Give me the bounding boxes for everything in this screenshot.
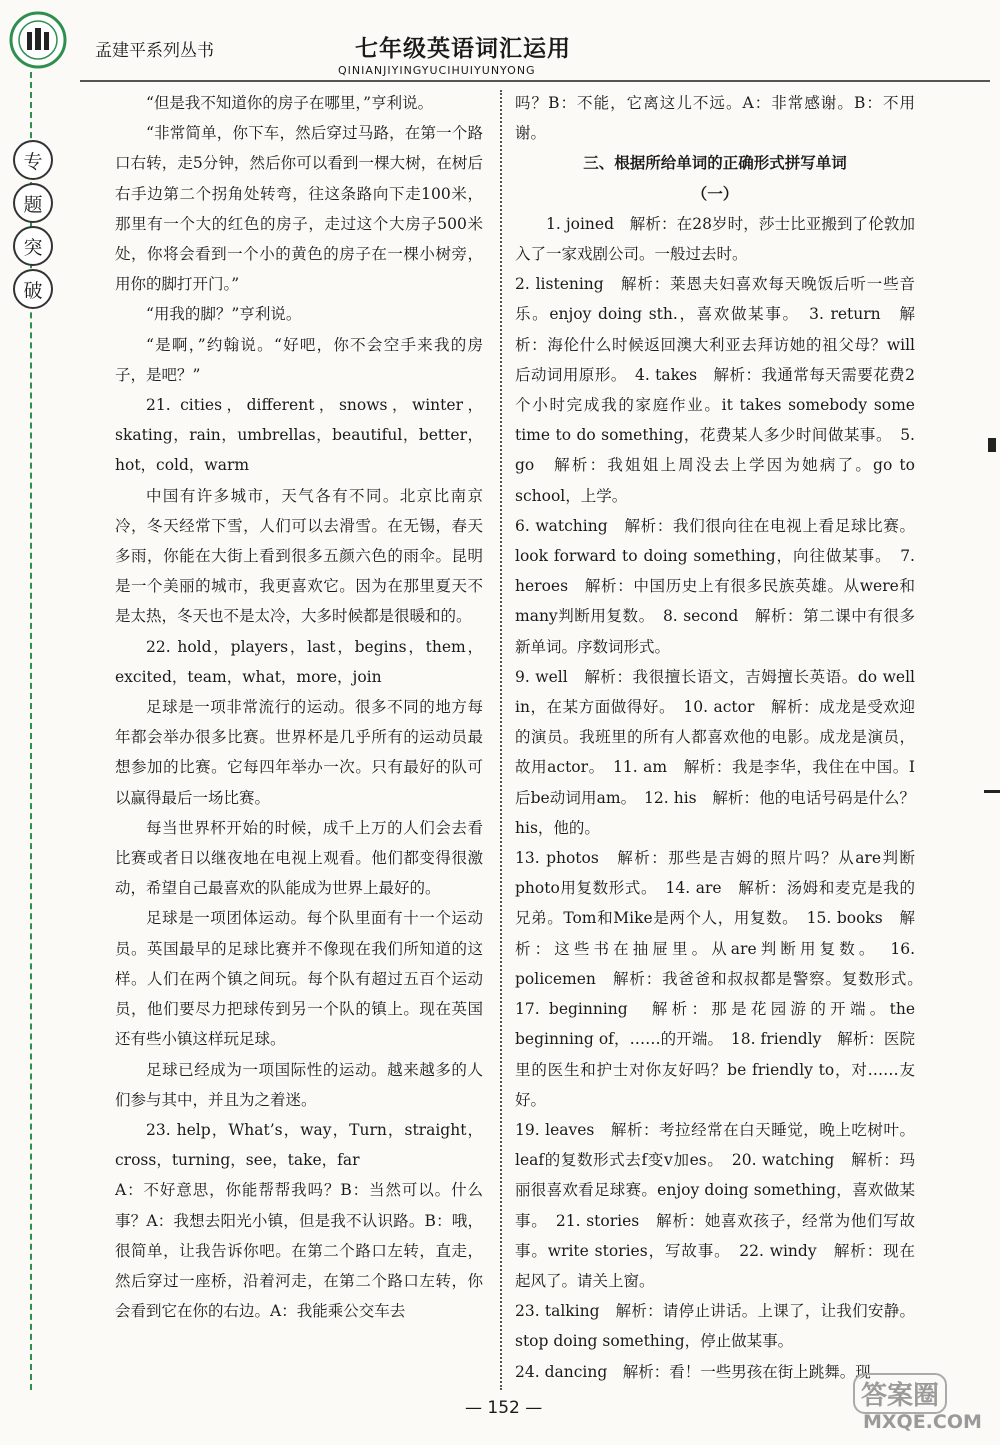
continuation-text: 吗？B：不能，它离这儿不远。A：非常感谢。B：不用谢。: [515, 94, 915, 143]
answer-item: 9. well 解析：我很擅长语文，吉姆擅长英语。do well in，在某方面做得好。 10. actor 解析：成龙是受欢迎的演员。我班里的所有人都喜欢他的电影。成龙是演员，故用actor。 11. am 解析：我是李华，我住在中国。I后be动词用am。 12. his 解析：他的电话号码是什么？his，他的。: [515, 667, 915, 837]
side-tab: 破: [13, 269, 53, 309]
section-heading: 三、根据所给单词的正确形式拼写单词: [583, 153, 847, 173]
column-divider: [500, 90, 502, 1390]
page-number: — 152 —: [465, 1398, 543, 1418]
side-tab: 突: [13, 226, 53, 266]
side-tab: 题: [13, 183, 53, 223]
watermark-line2: MXQE.COM: [863, 1411, 982, 1433]
left-column: [115, 88, 483, 1326]
side-tab: 专: [13, 140, 53, 180]
paragraph: 21. cities，different，snows，winter，skating，rain，umbrellas，beautiful，better，hot，cold，warm: [115, 396, 483, 475]
right-column: [515, 88, 931, 1387]
paragraph: 中国有许多城市，天气各有不同。北京比南京冷，冬天经常下雪，人们可以去滑雪。在无锡，春天多雨，你能在大街上看到很多五颜六色的雨伞。昆明是一个美丽的城市，我更喜欢它。因为在那里夏天不是太热，冬天也不是太冷，大多时候都是很暖和的。: [115, 486, 483, 626]
paragraph: “但是我不知道你的房子在哪里，”亨利说。: [146, 94, 434, 112]
publisher-logo: [8, 10, 68, 70]
header-rule: [80, 80, 990, 82]
paragraph: A：不好意思，你能帮帮我吗？B：当然可以。什么事？A：我想去阳光小镇，但是我不认识路。B：哦，很简单，让我告诉你吧。在第二个路口左转，直走，然后穿过一座桥，沿着河走，在第二个路口左转，你会看到它在你的右边。A：我能乘公交车去: [115, 1181, 483, 1321]
book-title: 七年级英语词汇运用: [355, 35, 571, 62]
watermark-line1: 答案圈: [853, 1373, 947, 1414]
section-subheading: （一）: [691, 183, 739, 203]
paragraph: “是啊，”约翰说。“好吧，你不会空手来我的房子，是吧？”: [115, 335, 483, 384]
answer-item: 23. talking 解析：请停止讲话。上课了，让我们安静。stop doing something，停止做某事。: [515, 1302, 915, 1351]
answer-item: 24. dancing 解析：看！一些男孩在街上跳舞。现: [515, 1362, 871, 1381]
answer-item: 19. leaves 解析：考拉经常在白天睡觉，晚上吃树叶。leaf的复数形式去f变v加es。 20. watching 解析：玛丽很喜欢看足球赛。enjoy doing something，喜欢做某事。 21. stories 解析：她喜欢孩子，经常为他们写故事。write stories，写故事。 22. windy 解析：现在起风了。请关上窗。: [515, 1120, 915, 1290]
paragraph: 22. hold，players，last，begins，them，excited，team，what，more，join: [115, 637, 483, 686]
paragraph: 足球是一项团体运动。每个队里面有十一个运动员。英国最早的足球比赛并不像现在我们所知道的这样。人们在两个镇之间玩。每个队有超过五百个运动员，他们要尽力把球传到另一个队的镇上。现在英国还有些小镇这样玩足球。: [115, 909, 483, 1049]
answer-item: 6. watching 解析：我们很向往在电视上看足球比赛。look forward to doing something，向往做某事。 7. heroes 解析：中国历史上有很多民族英雄。从were和many判断用复数。 8. second 解析：第二课中有很多新单词。序数词形式。: [515, 516, 915, 656]
paragraph: 足球是一项非常流行的运动。很多不同的地方每年都会举办很多比赛。世界杯是几乎所有的运动员最想参加的比赛。它每四年举办一次。只有最好的队可以赢得最后一场比赛。: [115, 698, 483, 807]
answer-item: 13. photos 解析：那些是吉姆的照片吗？从are判断photo用复数形式。 14. are 解析：汤姆和麦克是我的兄弟。Tom和Mike是两个人，用复数。 15. books 解析：这些书在抽屉里。从are判断用复数。 16. policemen 解析：我爸爸和叔叔都是警察。复数形式。 17. beginning 解析：那是花园游的开端。the beginning of，……的开端。 18. friendly 解析：医院里的医生和护士对你友好吗？be friendly to，对……友好。: [515, 849, 931, 1109]
answer-list: [515, 209, 931, 1387]
edge-mark: [988, 438, 996, 452]
answer-item: 1. joined 解析：在28岁时，莎士比亚搬到了伦敦加入了一家戏剧公司。一般过去时。: [515, 214, 915, 264]
book-title-pinyin: QINIANJIYINGYUCIHUIYUNYONG: [338, 64, 536, 77]
paragraph: 每当世界杯开始的时候，成千上万的人们会去看比赛或者日以继夜地在电视上观看。他们都变得很激动，希望自己最喜欢的队能成为世界上最好的。: [115, 818, 483, 898]
watermark: [845, 1373, 993, 1437]
edge-mark: [984, 790, 1000, 793]
series-name: 孟建平系列丛书: [95, 41, 214, 61]
answer-item: 2. listening 解析：莱恩夫妇喜欢每天晚饭后听一些音乐。enjoy doing sth.，喜欢做某事。 3. return 解析：海伦什么时候返回澳大利亚去拜访她的祖父母？will后动词用原形。 4. takes 解析：我通常每天需要花费2个小时完成我的家庭作业。it takes somebody some time to do something，花费某人多少时间做某事。 5. go 解析：我姐姐上周没去上学因为她病了。go to school，上学。: [515, 275, 915, 505]
paragraph: 23. help，What’s，way，Turn，straight，cross，turning，see，take，far: [115, 1120, 483, 1170]
paragraph: “非常简单，你下车，然后穿过马路，在第一个路口右转，走5分钟，然后你可以看到一棵大树，在树后右手边第二个拐角处转弯，往这条路向下走100米，那里有一个大的红色的房子，走过这个大房子500米处，你将会看到一个小的黄色的房子在一棵小树旁，用你的脚打开门。”: [115, 124, 483, 294]
paragraph: “用我的脚？”亨利说。: [146, 305, 302, 324]
paragraph: 足球已经成为一项国际性的运动。越来越多的人们参与其中，并且为之着迷。: [115, 1060, 483, 1109]
